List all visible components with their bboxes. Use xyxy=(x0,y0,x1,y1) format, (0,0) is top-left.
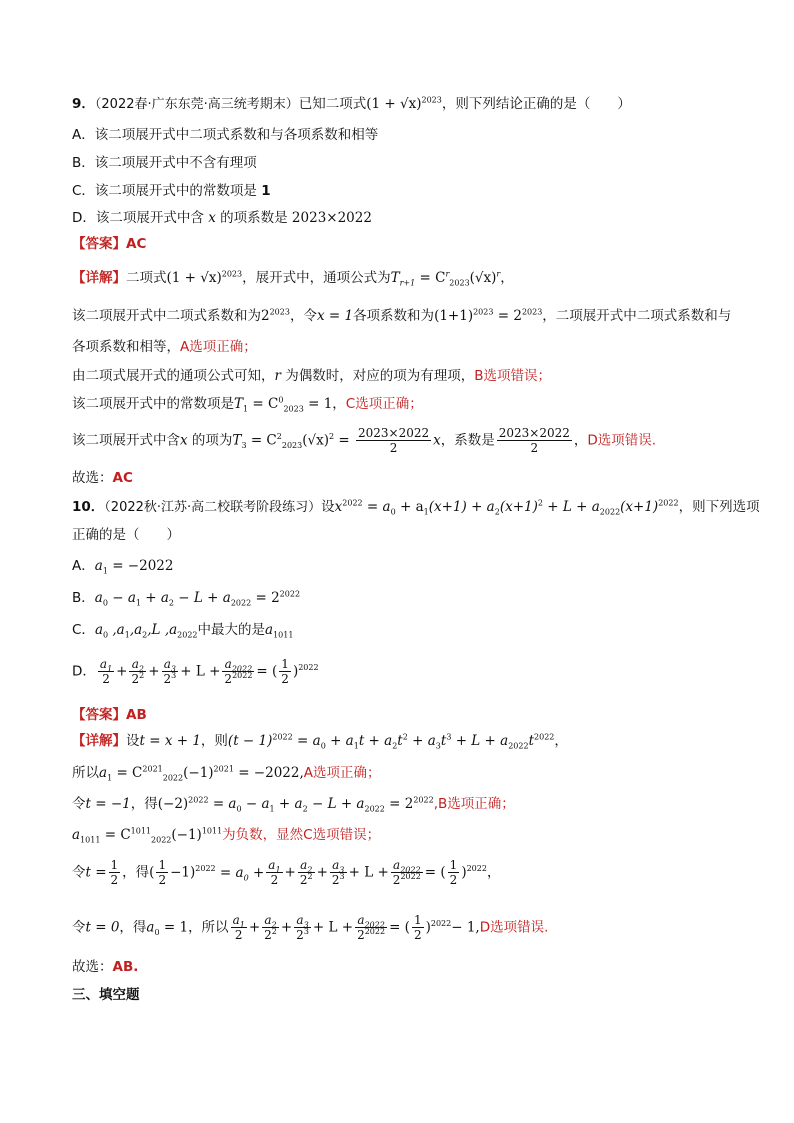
fraction: $\frac{a_3}{2^3}$ xyxy=(163,657,177,686)
q9-detail-4: 由二项式展开式的通项公式可知，r 为偶数时，对应的项为有理项，B选项错误； xyxy=(72,368,552,384)
q10-detail-2: 所以$a_1 = C^{2021}_{2022}(-1)^{2021} = -2022,A$选项正确； xyxy=(72,764,381,783)
fraction: $\frac{1}{2}$ xyxy=(449,858,458,887)
q9-detail-6: 该二项展开式中含x 的项为$T_3 = C^2_{2023}(√x)^2$ = $\frac{2023\times 2022}{2}$ x，系数是 $\frac{2023\times 2022}{2}$ ，D选项错误. xyxy=(72,426,657,455)
q10-number: 10． xyxy=(72,499,105,515)
fraction: $\frac{a_{2022}}{2^{2022}}$ xyxy=(224,657,253,686)
fraction: $\frac{a_{2022}}{2^{2022}}$ xyxy=(357,913,386,942)
q9-answer: 【答案】AC xyxy=(72,236,147,252)
q9-number: 9． xyxy=(72,96,95,112)
q9-choose: 故选：AC xyxy=(72,470,133,486)
q10-option-b: B．$a_0 - a_1 + a_2 - L + a_{2022} = 2^{2022}$ xyxy=(72,589,301,608)
q10-detail-3: 令t = −1，得$(-2)^{2022} = a_0 - a_1 + a_2 - L + a_{2022} = 2^{2022},B$选项正确； xyxy=(72,795,515,814)
q10-option-d: D． $\frac{a_1}{2}$ + $\frac{a_2}{2^2}$ + $\frac{a_3}{2^3}$ + L + $\frac{a_{2022}}{2^{2022}}$ = ( $\frac{1}{2}$ )$^{2022}$ xyxy=(72,657,319,686)
fraction: $\frac{a_2}{2^2}$ xyxy=(264,913,277,942)
section-heading: 三、填空题 xyxy=(72,987,140,1003)
q9-option-b: B．该二项展开式中不含有理项 xyxy=(72,155,257,171)
fraction: $\frac{1}{2}$ xyxy=(281,657,289,686)
fraction: $\frac{2023\times 2022}{2}$ xyxy=(357,426,430,455)
fraction: $\frac{a_1}{2}$ xyxy=(232,913,245,942)
q10-detail-6: 令t = 0，得$a_0 = 1$，所以 $\frac{a_1}{2}$ + $\frac{a_2}{2^2}$ + $\frac{a_3}{2^3}$ + L + $\frac{a_{2022}}{2^{2022}}$ = ( $\frac{1}{2}$ )$^{2022}$− 1,D选项错误. xyxy=(72,913,549,942)
q10-source: （2022秋·江苏·高二校联考阶段练习） xyxy=(104,500,322,515)
q9-source: （2022春·广东东莞·高三统考期末） xyxy=(94,97,299,112)
fraction: $\frac{1}{2}$ xyxy=(158,858,167,887)
fraction: $\frac{2023\times 2022}{2}$ xyxy=(498,426,570,455)
q10-choose: 故选：AB. xyxy=(72,959,139,975)
fraction: $\frac{a_2}{2^2}$ xyxy=(131,657,145,686)
q9-option-d: D．该二项展开式中含 x 的项系数是 2023×2022 xyxy=(72,210,372,226)
q9-detail-1: 【详解】二项式$(1 + √x)^{2023}$，展开式中，通项公式为$T_{r+1} = C^r_{2023}(√x)^r$， xyxy=(72,269,514,288)
fraction: $\frac{a_3}{2^3}$ xyxy=(296,913,309,942)
q9-option-a: A．该二项展开式中二项式系数和与各项系数和相等 xyxy=(72,127,379,143)
q9-detail-5: 该二项展开式中的常数项是$T_1 = C^0_{2023} = 1$，C选项正确； xyxy=(72,395,423,414)
fraction: $\frac{a_2}{2^2}$ xyxy=(299,858,313,887)
q10-stem-line2: 正确的是（ ） xyxy=(72,527,180,543)
q10-detail-4: $a_{1011} = C^{1011}_{2022}(-1)^{1011}$为负数，显然C选项错误； xyxy=(72,826,381,845)
q10-detail-5: 令t = $\frac{1}{2}$ ，得( $\frac{1}{2}$ $-1)^{2022} = a_0$ + $\frac{a_1}{2}$ + $\frac{a_2}{2^2}$ + $\frac{a_3}{2^3}$ + L + $\frac{a_{2022}}{2^{2022}}$ = ( $\frac{1}{2}$ )$^{2022}$， xyxy=(72,858,501,887)
fraction: $\frac{a_3}{2^3}$ xyxy=(331,858,345,887)
fraction: $\frac{a_1}{2}$ xyxy=(268,858,281,887)
fraction: $\frac{1}{2}$ xyxy=(413,913,422,942)
q9-detail-3: 各项系数和相等，A选项正确； xyxy=(72,339,257,355)
q9-option-c: C．该二项展开式中的常数项是 1 xyxy=(72,183,271,199)
q10-option-c: C．$a_0$ $,a_1,a_2,L$ $,a_{2022}$中最大的是$a_{1011}$ xyxy=(72,622,294,640)
q10-detail-1: 【详解】设t = x + 1，则$(t - 1)^{2022} = a_0 + a_1t + a_2t^2 + a_3t^3 + L + a_{2022}t^{2022}$， xyxy=(72,732,568,751)
q10-answer: 【答案】AB xyxy=(72,707,147,723)
fraction: $\frac{a_1}{2}$ xyxy=(99,657,113,686)
q9-stem: 9．（2022春·广东东莞·高三统考期末）已知二项式$(1 + √x)^{2023}$，则下列结论正确的是（ ） xyxy=(72,95,631,112)
fraction: $\frac{1}{2}$ xyxy=(110,858,119,887)
q10-stem: 10．（2022秋·江苏·高二校联考阶段练习）设$x^{2022} = a_0 + a_1(x+1) + a_2(x+1)^2 + L + a_{2022}(x+1)^{2022}$，则下列选项 xyxy=(72,498,760,517)
q9-detail-2: 该二项展开式中二项式系数和为$2^{2023}$，令x = 1各项系数和为$(1+1)^{2023} = 2^{2023}$，二项展开式中二项式系数和与 xyxy=(72,307,732,324)
q10-option-a: A．$a_1 = -2022$ xyxy=(72,558,174,576)
fraction: $\frac{a_{2022}}{2^{2022}}$ xyxy=(392,858,421,887)
